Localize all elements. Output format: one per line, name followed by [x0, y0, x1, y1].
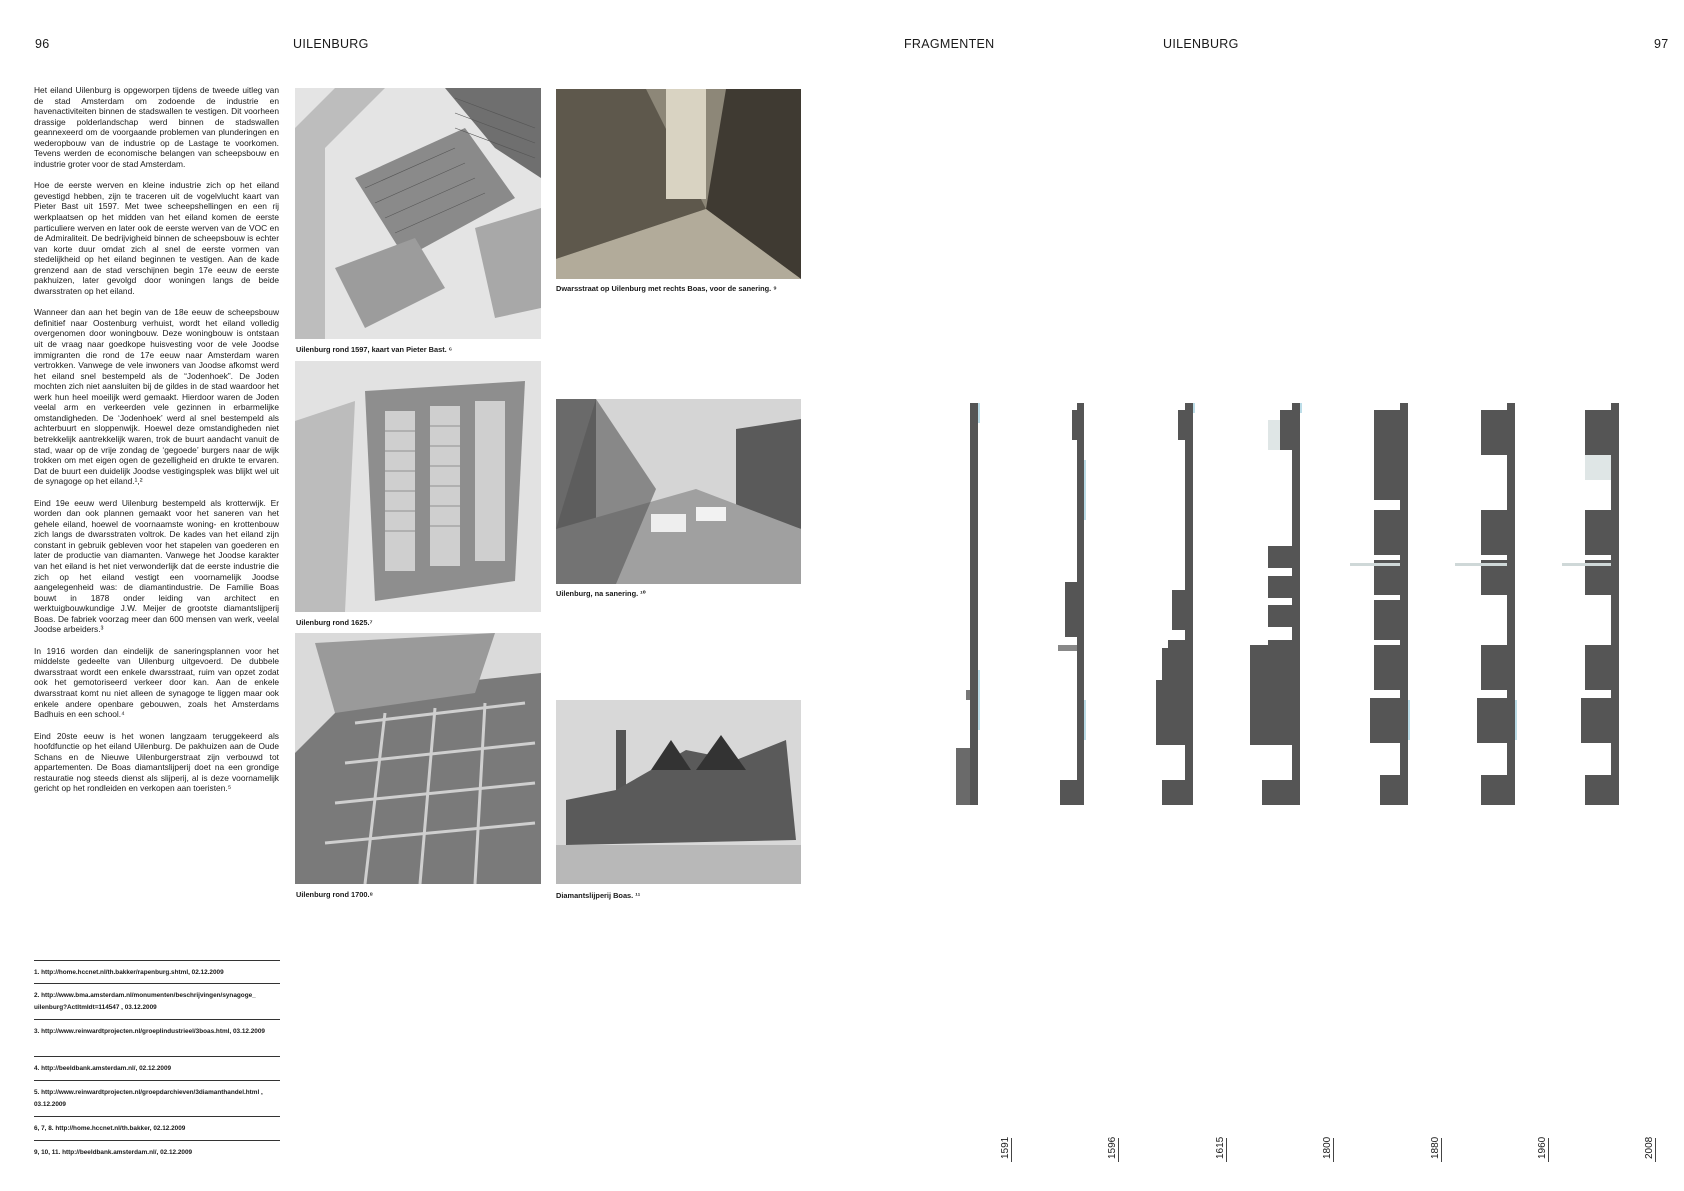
map-1700-image — [295, 633, 541, 884]
timeline-tick — [1011, 1138, 1012, 1162]
left-running-title: UILENBURG — [293, 37, 369, 51]
section-2008 — [1562, 403, 1619, 805]
year-label-1591: 1591 — [1000, 1136, 1011, 1159]
footnote-item: 6, 7, 8. http://home.hccnet.nl/th.bakker, 02.12.2009 — [34, 1116, 280, 1140]
year-label-1596: 1596 — [1107, 1136, 1118, 1159]
paragraph: Hoe de eerste werven en kleine industrie zich op het eiland gevestigd hebben, zijn te traceren uit de vogelvlucht kaart van Pieter Bast uit 1597. Met twee scheepshellingen en een rij werkplaatsen op het midden van het eiland komen de eerste particuliere werven en later ook de eerste werven van de VOC en de Admiraliteit. De bedrijvigheid binnen de scheepsbouw is echter van korte duur omdat zich al snel de eerste vormen van stedelijkheid op het eiland beginnen te vestigen. Aan de kade grenzend aan de stad verschijnen begin 17e eeuw de eerste pakhuizen, later gevolgd door woningen langs de beide dwarsstraten op het eiland. — [34, 180, 279, 296]
timeline-tick — [1441, 1138, 1442, 1162]
right-running-title: UILENBURG — [1163, 37, 1239, 51]
timeline-tick — [1548, 1138, 1549, 1162]
timeline-tick — [1118, 1138, 1119, 1162]
caption-map-1597: Uilenburg rond 1597, kaart van Pieter Bast. ⁶ — [296, 345, 453, 354]
street-sections-diagram — [950, 400, 1630, 810]
footnote-item: 5. http://www.reinwardtprojecten.nl/groepdarchieven/3diamanthandel.html , 03.12.2009 — [34, 1080, 280, 1117]
paragraph: Eind 19e eeuw werd Uilenburg bestempeld als krotterwijk. Er worden dan ook plannen gemaakt voor het saneren van het gehele eiland, hoewel de voornaamste woning- en krottenbouw zich langs de dwarsstraten voltrok. De kades van het eiland zijn constant in gebruik gebleven voor het stapelen van goederen en later de productie van diamanten. Vanwege het Joodse karakter van het eiland is het niet verwonderlijk dat de eerste industrie die zich op het eiland vestigt een voornamelijk Joodse aangelegenheid was: de diamantindustrie. De Familie Boas bouwt in 1878 onder leiding van architect en werktuigbouwkundige J.W. Meijer de grootste diamantslijperij Boas. De fabriek voorzag meer dan 600 mensen van werk, veelal Joodse arbeiders.³ — [34, 497, 279, 635]
paragraph: In 1916 worden dan eindelijk de saneringsplannen voor het middelste gedeelte van Uilenburg uitgevoerd. De dubbele dwarsstraat wordt een enkele dwarsstraat, ruim van opzet zodat ook het gemotoriseerd verkeer door kan. Aan de enkele dwarsstraat komt nu niet alleen de synagoge te liggen maar ook enkele andere openbare gebouwen, zoals het Amsterdams Badhuis en een school.⁴ — [34, 645, 279, 720]
year-label-2008: 2008 — [1644, 1136, 1655, 1159]
section-1596 — [1058, 403, 1084, 805]
year-label-1800: 1800 — [1322, 1136, 1333, 1159]
footnote-item: 3. http://www.reinwardtprojecten.nl/groepIindustrieel/3boas.html, 03.12.2009 — [34, 1019, 280, 1056]
photo-boas-image — [556, 700, 801, 884]
caption-map-1700: Uilenburg rond 1700.⁸ — [296, 890, 374, 899]
photo-sanering-image — [556, 399, 801, 584]
footnote-item: 9, 10, 11. http://beeldbank.amsterdam.nl/, 02.12.2009 — [34, 1140, 280, 1164]
footnote-item: 4. http://beeldbank.amsterdam.nl/, 02.12.2009 — [34, 1056, 280, 1080]
caption-photo-dwarsstraat: Dwarsstraat op Uilenburg met rechts Boas, voor de sanering. ⁹ — [556, 284, 777, 293]
timeline-tick — [1333, 1138, 1334, 1162]
paragraph: Eind 20ste eeuw is het wonen langzaam teruggekeerd als hoofdfunctie op het eiland Uilenburg. De pakhuizen aan de Oude Schans en de Nieuwe Uilenburgerstraat zijn verbouwd tot appartementen. De Boas diamantslijperij doet na een grondige restauratie nog steeds dienst als slijperij, al is deze voornamelijk gericht op het rondleiden en verkopen aan toeristen.⁵ — [34, 730, 279, 794]
section-1880 — [1350, 403, 1408, 805]
footnote-item: 1. http://home.hccnet.nl/th.bakker/rapenburg.shtml, 02.12.2009 — [34, 960, 280, 984]
year-label-1615: 1615 — [1215, 1136, 1226, 1159]
paragraph: Wanneer dan aan het begin van de 18e eeuw de scheepsbouw definitief naar Oostenburg verhuist, wordt het eiland volledig overgenomen door woningbouw. Deze woningbouw is ontstaan uit de vraag naar goedkope huisvesting voor de vele Joodse immigranten die rond de 17e eeuw naar Amsterdam waren vertrokken. Vanwege de vele inwoners van Joodse afkomst werd het eiland snel bestempeld als de “Jodenhoek”. De Joden mochten zich niet aansluiten bij de gildes in de stad waardoor het werk hun heel moeilijk werd gemaakt. Hierdoor waren de Joden veelal arm en verkeerden vele gezinnen in erbarmelijke omstandigheden. De ‘Jodenhoek’ werd al snel bestempeld als achterbuurt en sloppenwijk. Hoewel deze omstandigheden niet betrekkelijk aantrekkelijk waren, trok de buurt aandacht vanuit de stad, waar op de vrije zondag de ‘gegoede’ burgers naar de wijk trokken om met eigen ogen de gezelligheid en drukte te ervaren. Dat de buurt een duidelijk Joodse vestigingsplek was blijkt wel uit de synagoge op het eiland.¹,² — [34, 307, 279, 487]
section-1960 — [1455, 403, 1515, 805]
map-1597-image — [295, 88, 541, 339]
left-page-number: 96 — [35, 37, 50, 51]
caption-map-1625: Uilenburg rond 1625.⁷ — [296, 618, 373, 627]
footnote-item: 2. http://www.bma.amsterdam.nl/monumenten/beschrijvingen/synagoge_ uilenburg?ActItmIdt=114547 , 03.12.2009 — [34, 983, 280, 1020]
right-page-number: 97 — [1654, 37, 1669, 51]
map-1625-image — [295, 361, 541, 612]
section-1800 — [1250, 403, 1300, 805]
caption-photo-sanering: Uilenburg, na sanering. ¹⁰ — [556, 589, 646, 598]
paragraph: Het eiland Uilenburg is opgeworpen tijdens de tweede uitleg van de stad Amsterdam om zodoende de industrie en havenactiviteiten binnen de stadswallen te vestigen. Dit voorheen drassige polderlandschap werd binnen de stadswallen geannexeerd om de voorgaande problemen van plunderingen en wederopbouw van de industrie op de Lastage te voorkomen. Tevens werden de economische belangen van scheepsbouw en industrie groter voor de stad Amsterdam. — [34, 85, 279, 169]
timeline-tick — [1655, 1138, 1656, 1162]
timeline-tick — [1226, 1138, 1227, 1162]
caption-photo-boas: Diamantslijperij Boas. ¹¹ — [556, 891, 641, 900]
year-label-1960: 1960 — [1537, 1136, 1548, 1159]
year-label-1880: 1880 — [1430, 1136, 1441, 1159]
section-1591 — [956, 403, 978, 805]
body-text-column — [34, 85, 279, 805]
photo-dwarsstraat-image — [556, 89, 801, 279]
section-title: FRAGMENTEN — [904, 37, 995, 51]
section-1615 — [1156, 403, 1193, 805]
